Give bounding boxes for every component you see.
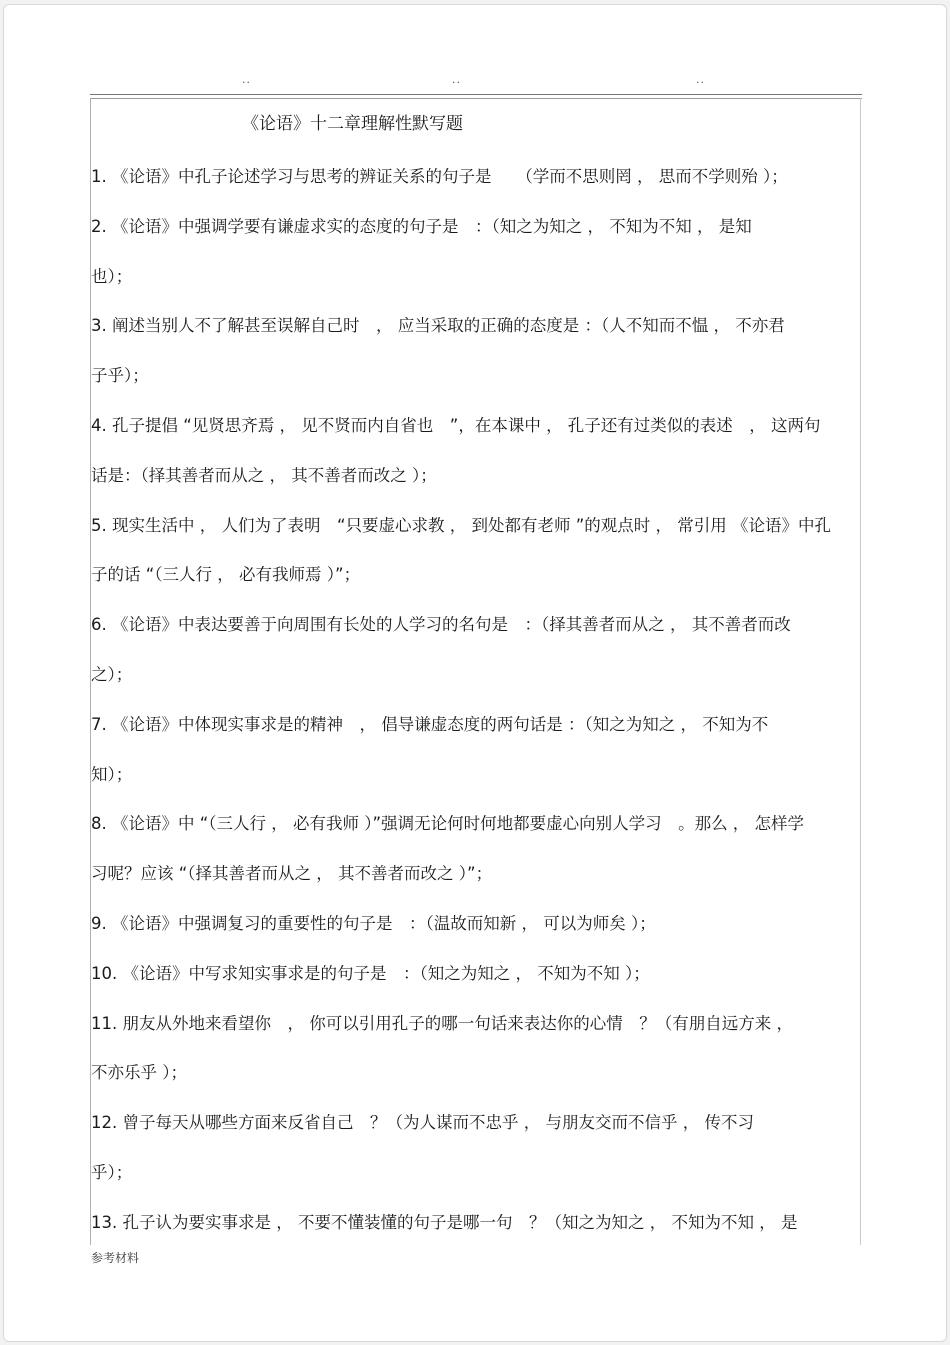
header-rule [90, 94, 862, 95]
document-page [3, 4, 947, 1342]
text-line: 13. 孔子认为要实事求是 ， 不要不懂装懂的句子是哪一句 ？（知之为知之 ， 不知为不知 ， 是 [91, 1213, 798, 1232]
right-border-line [860, 98, 861, 1245]
text-line: 1. 《论语》中孔子论述学习与思考的辨证关系的句子是 （学而不思则罔 ， 思而不学则殆 ）； [91, 167, 788, 186]
text-line: 5. 现实生活中 ， 人们为了表明 “只要虚心求教 ， 到处都有老师 ”的观点时 ， 常引用 《论语》中孔 [91, 516, 832, 535]
text-line: 8. 《论语》中 “（三人行 ， 必有我师 ）”强调无论何时何地都要虚心向别人学习 。那么 ， 怎样学 [91, 814, 805, 833]
text-line: 话是：（择其善者而从之 ， 其不善者而改之 ）； [91, 466, 437, 485]
text-line: 6. 《论语》中表达要善于向周围有长处的人学习的名句是 ：（择其善者而从之 ， 其不善者而改 [91, 615, 791, 634]
header-rule-thin [90, 98, 862, 99]
document-title: 《论语》十二章理解性默写题 [242, 114, 463, 134]
header-dots-left: .. [242, 73, 251, 86]
text-line: 2. 《论语》中强调学要有谦虚求实的态度的句子是 ：（知之为知之 ， 不知为不知 ， 是知 [91, 217, 752, 236]
text-line: 之）； [91, 665, 133, 684]
header-dots-center: .. [452, 73, 461, 86]
text-line: 9. 《论语》中强调复习的重要性的句子是 ：（温故而知新 ， 可以为师矣 ）； [91, 914, 656, 933]
text-line: 不亦乐乎 ）； [91, 1063, 187, 1082]
text-line: 10. 《论语》中写求知实事求是的句子是 ：（知之为知之 ， 不知为不知 ）； [91, 964, 650, 983]
text-line: 4. 孔子提倡 “见贤思齐焉 ， 见不贤而内自省也 ”，在本课中 ， 孔子还有过类似的表述 ， 这两句 [91, 416, 821, 435]
text-line: 子的话 “（三人行 ， 必有我师焉 ）”； [91, 565, 361, 584]
footer-label: 参考材料 [91, 1251, 140, 1265]
text-line: 也）； [91, 267, 133, 286]
text-line: 习呢？应该 “（择其善者而从之 ， 其不善者而改之 ）”； [91, 864, 493, 883]
text-line: 乎）； [91, 1163, 133, 1182]
header-dots-right: .. [696, 73, 705, 86]
text-line: 3. 阐述当别人不了解甚至误解自己时 ， 应当采取的正确的态度是 ：（人不知而不愠 ， 不亦君 [91, 316, 785, 335]
text-line: 子乎）； [91, 366, 149, 385]
text-line: 知）； [91, 765, 133, 784]
text-line: 11. 朋友从外地来看望你 ， 你可以引用孔子的哪一句话来表达你的心情 ？（有朋自远方来 ， [91, 1014, 793, 1033]
text-line: 12. 曾子每天从哪些方面来反省自己 ？（为人谋而不忠乎 ， 与朋友交而不信乎 ， 传不习 [91, 1113, 754, 1132]
text-line: 7. 《论语》中体现实事求是的精神 ， 倡导谦虚态度的两句话是 ：（知之为知之 ， 不知为不 [91, 715, 769, 734]
